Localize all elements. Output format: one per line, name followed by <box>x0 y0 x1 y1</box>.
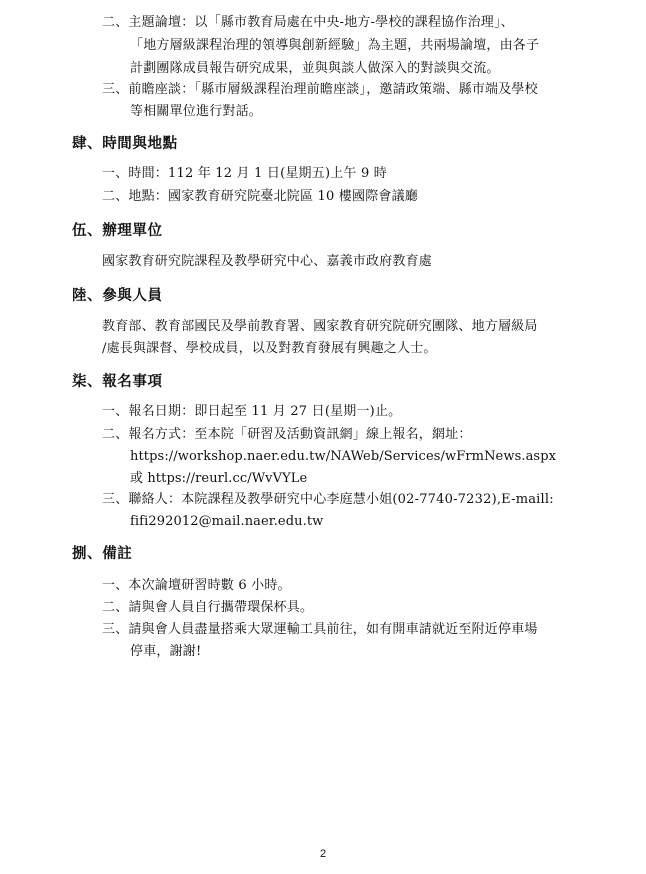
time-item: 一、時間：112 年 12 月 1 日(星期五)上午 9 時 <box>102 166 387 181</box>
section-heading-participants: 陸、參與人員 <box>72 288 163 304</box>
agenda-item-2-line-3: 計劃團隊成員報告研究成果，並與與談人做深入的對談與交流。 <box>130 61 500 76</box>
registration-short-url-link[interactable]: 或 https://reurl.cc/WvVYLe <box>130 471 308 486</box>
agenda-item-3-line-2: 等相關單位進行對話。 <box>130 104 263 119</box>
note-item-1: 一、本次論壇研習時數 6 小時。 <box>102 578 291 593</box>
registration-method-line-1: 二、報名方式：至本院「研習及活動資訊網」線上報名，網址： <box>102 427 472 442</box>
place-item: 二、地點：國家教育研究院臺北院區 10 樓國際會議廳 <box>102 189 419 204</box>
participants-line-2: /處長與課督、學校成員，以及對教育發展有興趣之人士。 <box>102 341 437 356</box>
note-item-3-line-1: 三、請與會人員盡量搭乘大眾運輸工具前往，如有開車請就近至附近停車場 <box>102 622 538 637</box>
participants-line-1: 教育部、教育部國民及學前教育署、國家教育研究院研究團隊、地方層級局 <box>102 319 538 334</box>
registration-date: 一、報名日期：即日起至 11 月 27 日(星期一)止。 <box>102 404 402 419</box>
note-item-3-line-2: 停車，謝謝! <box>130 644 202 659</box>
section-heading-registration: 柒、報名事項 <box>72 374 163 390</box>
section-heading-organizer: 伍、辦理單位 <box>72 223 163 239</box>
contact-email-link[interactable]: fifi292012@mail.naer.edu.tw <box>130 514 324 529</box>
agenda-item-2-line-2: 「地方層級課程治理的領導與創新經驗」為主題，共兩場論壇，由各子 <box>130 38 540 53</box>
organizer-text: 國家教育研究院課程及教學研究中心、嘉義市政府教育處 <box>102 254 433 269</box>
contact-line-1: 三、聯絡人：本院課程及教學研究中心李庭慧小姐(02-7740-7232),E-maill: <box>102 492 554 507</box>
agenda-item-2-line-1: 二、主題論壇：以「縣市教育局處在中央-地方-學校的課程協作治理」、 <box>102 15 514 30</box>
agenda-item-3-line-1: 三、前瞻座談：「縣市層級課程治理前瞻座談」，邀請政策端、縣市端及學校 <box>102 82 538 97</box>
note-item-2: 二、請與會人員自行攜帶環保杯具。 <box>102 600 314 615</box>
section-heading-time-place: 肆、時間與地點 <box>72 136 178 152</box>
registration-url-link[interactable]: https://workshop.naer.edu.tw/NAWeb/Services/wFrmNews.aspx <box>130 449 557 464</box>
page-number: 2 <box>319 848 327 860</box>
section-heading-notes: 捌、備註 <box>72 546 133 562</box>
